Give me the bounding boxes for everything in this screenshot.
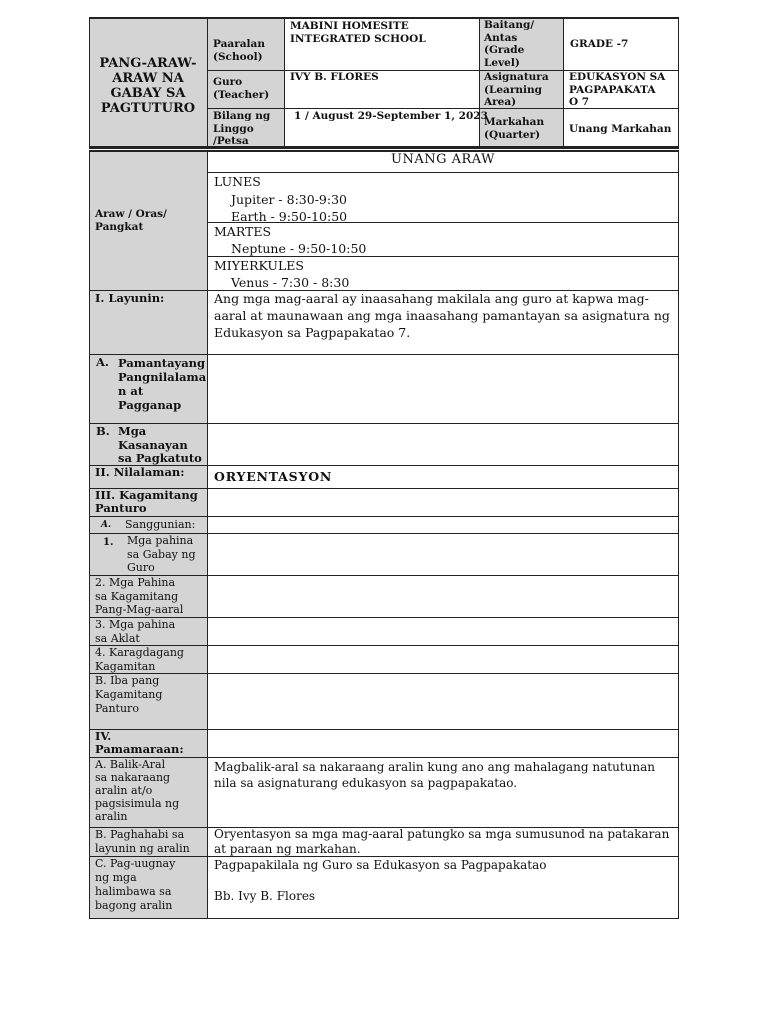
- ref4-label: 4. Karagdagang Kagamitan: [95, 646, 184, 673]
- schedule-label: Araw / Oras/ Pangkat: [95, 208, 167, 233]
- row-a-label: Pamantayang Pangnilalama n at Pagganap: [118, 356, 207, 412]
- teacher-value: IVY B. FLORES: [290, 71, 379, 83]
- kagamitan-label: III. Kagamitang Panturo: [95, 488, 198, 515]
- row-a-number: A.: [96, 355, 109, 369]
- nilalaman-label: II. Nilalaman:: [95, 465, 185, 479]
- sanggunian-number: A.: [101, 520, 112, 530]
- day3-sections: Venus - 7:30 - 8:30: [231, 275, 350, 290]
- paghahabi-text: Oryentasyon sa mga mag-aaral patungko sa mga sumusunod na patakaran at paraan ng markahan.: [214, 827, 670, 856]
- layunin-label: I. Layunin:: [95, 291, 165, 305]
- quarter-label: Markahan (Quarter): [484, 116, 545, 141]
- layunin-text: Ang mga mag-aaral ay inaasahang makilala ang guro at kapwa mag-aaral at maunawaan ang mga inaasahang pamantayan sa asignatura ng Edukasyon sa Pagpapakatao 7.: [214, 291, 670, 340]
- day3-name: MIYERKULES: [214, 258, 304, 273]
- day1-name: LUNES: [214, 174, 261, 189]
- sanggunian-label: Sanggunian:: [125, 518, 196, 531]
- pamamaraan-label: IV. Pamamaraan:: [95, 729, 184, 756]
- day2-sections: Neptune - 9:50-10:50: [231, 241, 367, 256]
- quarter-value: Unang Markahan: [569, 123, 672, 135]
- ref1-label: Mga pahina sa Gabay ng Guro: [127, 534, 196, 574]
- ref1-number: 1.: [103, 537, 114, 548]
- teacher-name: Bb. Ivy B. Flores: [214, 889, 316, 903]
- nilalaman-value: ORYENTASYON: [214, 469, 333, 484]
- school-value: MABINI HOMESITE INTEGRATED SCHOOL: [290, 20, 426, 45]
- day1-sections: Jupiter - 8:30-9:30 Earth - 9:50-10:50: [231, 192, 348, 224]
- school-label: Paaralan (School): [213, 38, 265, 63]
- pag-uugnay-text: Pagpapakilala ng Guro sa Edukasyon sa Pagpapakatao: [214, 858, 547, 872]
- pag-uugnay-label: C. Pag-uugnay ng mga halimbawa sa bagong aralin: [95, 857, 176, 912]
- grade-label: Baitang/ Antas (Grade Level): [484, 19, 535, 69]
- week-label: Bilang ng Linggo /Petsa: [213, 110, 271, 147]
- grade-value: GRADE -7: [570, 38, 629, 50]
- ref2-label: 2. Mga Pahina sa Kagamitang Pang-Mag-aaral: [95, 576, 184, 616]
- balik-aral-label: A. Balik-Aral sa nakaraang aralin at/o pagsisimula ng aralin: [95, 758, 180, 823]
- week-value: 1 / August 29-September 1, 2023: [294, 110, 488, 122]
- row-b-number: B.: [96, 424, 110, 438]
- day-title: UNANG ARAW: [390, 152, 495, 167]
- area-label: Asignatura (Learning Area): [484, 71, 549, 108]
- area-value: EDUKASYON SA PAGPAPAKATA O 7: [569, 71, 666, 108]
- row-b-label: Mga Kasanayan sa Pagkatuto: [118, 424, 202, 465]
- teacher-label: Guro (Teacher): [213, 76, 270, 101]
- paghahabi-label: B. Paghahabi sa layunin ng aralin: [95, 828, 190, 855]
- balik-aral-text: Magbalik-aral sa nakaraang aralin kung ano ang mahalagang natutunan nila sa asignaturang edukasyon sa pagpapakatao.: [214, 760, 656, 790]
- page-title: PANG-ARAW- ARAW NA GABAY SA PAGTUTURO: [99, 56, 197, 116]
- day2-name: MARTES: [214, 224, 272, 239]
- ref5-label: B. Iba pang Kagamitang Panturo: [95, 674, 163, 715]
- ref3-label: 3. Mga pahina sa Aklat: [95, 618, 176, 645]
